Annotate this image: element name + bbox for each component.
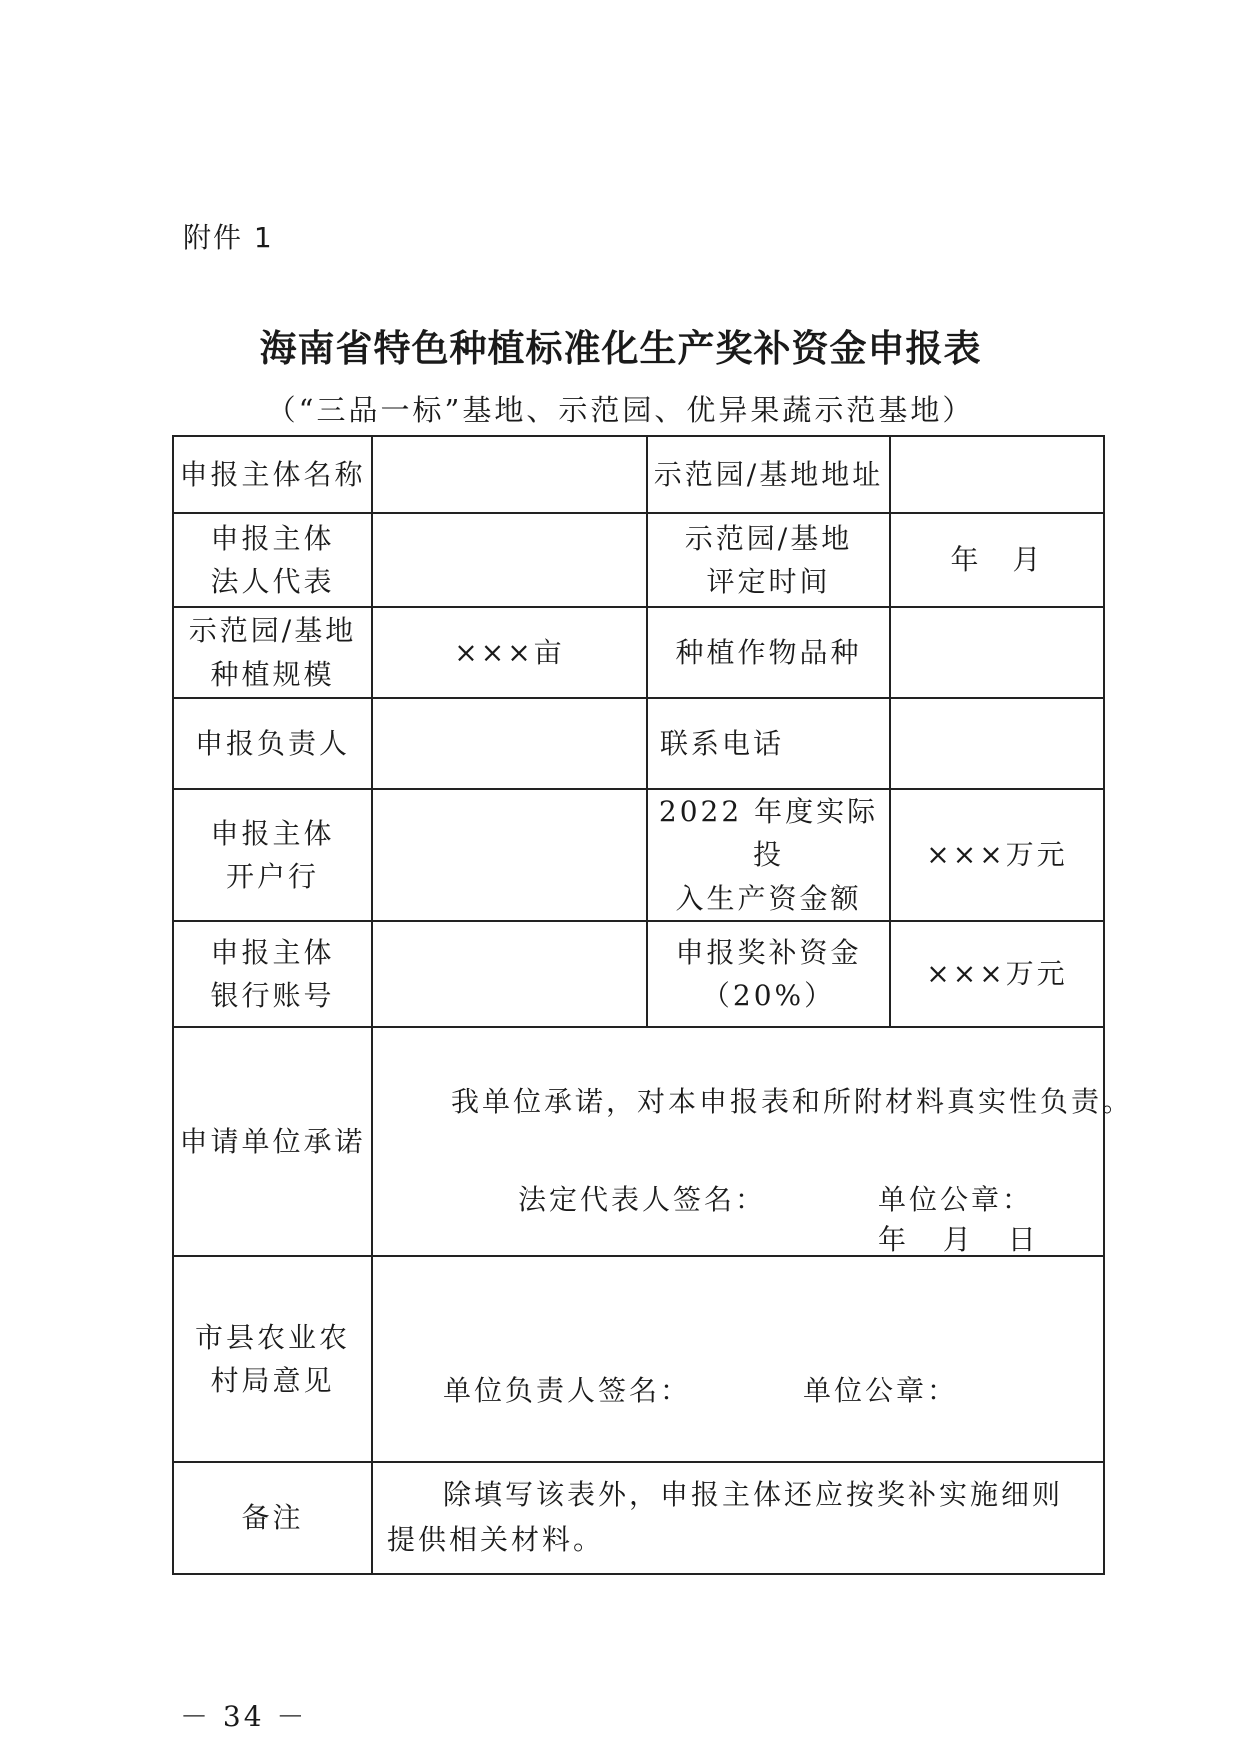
table-row [173,436,1104,513]
unit-seal-label[interactable]: 单位公章： [878,1183,1034,1217]
remark-label: 备注 [173,1462,372,1574]
table-row [173,921,1104,1027]
promise-label: 申请单位承诺 [173,1027,372,1256]
opinion-label-line2: 村局意见 [210,1364,335,1398]
subsidy-amount-label [647,921,890,1027]
opinion-seal-label[interactable]: 单位公章： [803,1374,959,1408]
legal-rep-signature-label[interactable]: 法定代表人签名： [518,1183,767,1217]
planting-scale-label-line2: 种植规模 [210,657,335,691]
legal-representative-label [173,513,372,607]
document-subtitle: （“三品一标”基地、示范园、优异果蔬示范基地） [266,393,975,427]
applicant-name-label: 申报主体名称 [173,436,372,513]
subsidy-amount-label-line2: （20%） [701,979,836,1013]
evaluation-time-label-line1: 示范园/基地 [684,521,853,555]
bank-label-line1: 申报主体 [210,816,335,850]
evaluation-time-field[interactable]: 年 月 [890,513,1104,607]
actual-investment-label-line1: 2022 年度实际投 [658,795,879,872]
document-title: 海南省特色种植标准化生产奖补资金申报表 [259,326,982,370]
actual-investment-field[interactable]: ×××万元 [890,789,1104,921]
legal-representative-label-line2: 法人代表 [210,565,335,598]
planting-scale-field[interactable]: ×××亩 [372,607,647,698]
bank-label [173,789,372,921]
agriculture-bureau-opinion-label [173,1256,372,1462]
subsidy-amount-field[interactable]: ×××万元 [890,921,1104,1027]
application-form-table [172,435,1134,1575]
contact-phone-field[interactable] [890,698,1104,789]
promise-cell [372,1027,1134,1257]
bank-account-label [173,921,372,1027]
table-row [173,1256,1104,1462]
contact-phone-label: 联系电话 [647,698,890,789]
page-number: － 34 － [180,1700,308,1733]
table-row [173,607,1104,698]
evaluation-time-label-line2: 评定时间 [706,565,831,598]
bank-account-label-line2: 银行账号 [210,979,335,1013]
base-address-field[interactable] [890,436,1104,513]
opinion-cell [372,1256,1104,1462]
crop-variety-label: 种植作物品种 [647,607,890,698]
subsidy-amount-label-line1: 申报奖补资金 [675,935,862,969]
bank-account-label-line1: 申报主体 [210,935,335,969]
attachment-label: 附件 1 [183,221,274,254]
opinion-label-line1: 市县农业农 [194,1320,350,1354]
legal-representative-label-line1: 申报主体 [210,521,335,555]
evaluation-time-label [647,513,890,607]
table-row [173,698,1104,789]
actual-investment-label-line2: 入生产资金额 [675,881,862,915]
remark-text: 除填写该表外，申报主体还应按奖补实施细则提供相关材料。 [372,1462,1104,1574]
applicant-name-field[interactable] [372,436,647,513]
crop-variety-field[interactable] [890,607,1104,698]
actual-investment-label [647,789,890,921]
bank-account-field[interactable] [372,921,647,1027]
bank-label-line2: 开户行 [225,860,319,894]
person-in-charge-field[interactable] [372,698,647,789]
planting-scale-label-line1: 示范园/基地 [188,614,357,648]
unit-head-signature-label[interactable]: 单位负责人签名： [443,1374,692,1408]
legal-representative-field[interactable] [372,513,647,607]
table-row [173,1462,1104,1574]
table-row [173,789,1104,921]
promise-text: 我单位承诺，对本申报表和所附材料真实性负责。 [451,1085,1134,1119]
table-row [173,513,1104,607]
table-row [173,1027,1104,1256]
bank-field[interactable] [372,789,647,921]
planting-scale-label [173,607,372,698]
promise-date[interactable]: 年 月 日 [878,1223,1039,1257]
person-in-charge-label: 申报负责人 [173,698,372,789]
base-address-label: 示范园/基地地址 [647,436,890,513]
